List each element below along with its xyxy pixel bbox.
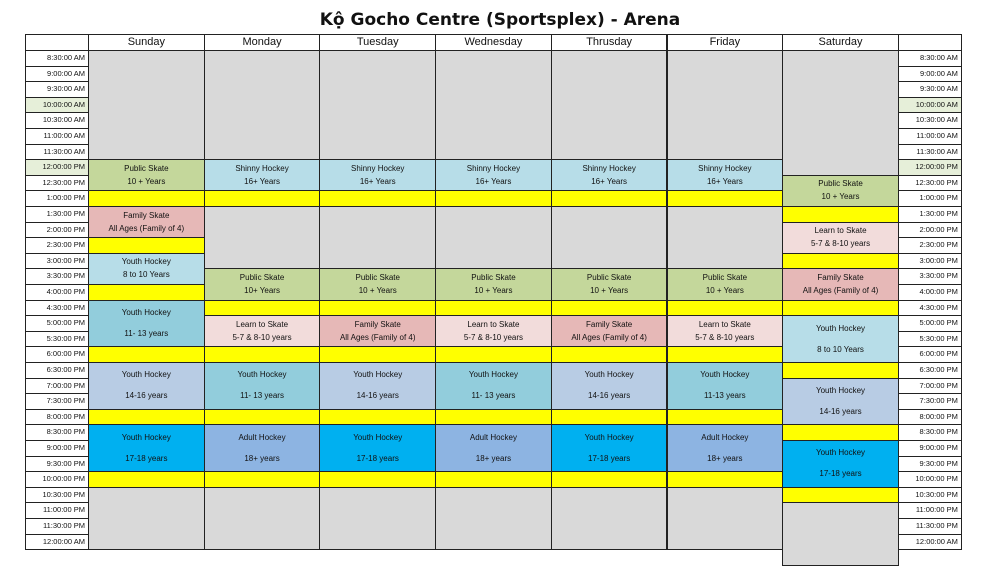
time-label-left: 11:00:00 PM <box>25 502 89 519</box>
event-name: Youth Hockey <box>815 386 866 396</box>
event-block <box>204 268 321 300</box>
resurface-break <box>88 284 205 301</box>
event-age-group: 17-18 years <box>819 469 862 479</box>
time-label-left: 4:00:00 PM <box>25 284 89 301</box>
event-block <box>551 424 668 472</box>
time-label-right: 8:30:00 AM <box>898 50 962 67</box>
time-label-right: 11:30:00 AM <box>898 144 962 161</box>
event-block <box>204 159 321 191</box>
event-age-group: 10 + Years <box>474 286 513 296</box>
time-label-left: 3:00:00 PM <box>25 253 89 270</box>
event-age-group: 18+ years <box>475 453 512 463</box>
event-block <box>782 315 899 363</box>
event-block <box>435 315 552 347</box>
event-age-group: 14-16 years <box>588 391 631 401</box>
event-name: Adult Hockey <box>238 432 286 442</box>
unscheduled-slot <box>319 487 436 550</box>
event-name: Learn to Skate <box>236 319 289 329</box>
unscheduled-slot <box>319 50 436 160</box>
unscheduled-slot <box>667 50 784 160</box>
resurface-break <box>551 346 668 363</box>
time-label-right: 4:00:00 PM <box>898 284 962 301</box>
event-name: Youth Hockey <box>700 370 750 380</box>
resurface-break <box>782 206 899 223</box>
unscheduled-slot <box>551 487 668 550</box>
event-block <box>435 362 552 410</box>
event-block <box>667 424 784 472</box>
event-age-group: 17-18 years <box>356 453 399 463</box>
event-name: Family Skate <box>354 319 401 329</box>
event-age-group: 11- 13 years <box>471 391 516 401</box>
time-label-right: 4:30:00 PM <box>898 300 962 317</box>
time-label-right: 8:00:00 PM <box>898 409 962 426</box>
unscheduled-slot <box>551 206 668 269</box>
event-age-group: 11-13 years <box>704 391 746 401</box>
time-label-right: 12:00:00 PM <box>898 159 962 176</box>
event-block <box>782 222 899 254</box>
time-label-right: 9:30:00 AM <box>898 81 962 98</box>
event-block <box>551 159 668 191</box>
event-name: Youth Hockey <box>353 370 403 380</box>
event-block <box>319 268 436 300</box>
event-name: Youth Hockey <box>121 308 171 318</box>
time-label-right: 6:00:00 PM <box>898 346 962 363</box>
unscheduled-slot <box>88 50 205 160</box>
event-name: Public Skate <box>586 272 632 282</box>
day-header-saturday: Saturday <box>782 34 899 51</box>
time-label-left: 6:00:00 PM <box>25 346 89 363</box>
event-age-group: 11- 13 years <box>240 391 284 401</box>
unscheduled-slot <box>435 487 552 550</box>
time-label-right: 12:30:00 PM <box>898 175 962 192</box>
event-name: Shinny Hockey <box>351 163 405 173</box>
resurface-break <box>88 409 205 426</box>
unscheduled-slot <box>204 206 321 269</box>
event-age-group: All Ages (Family of 4) <box>339 332 416 342</box>
event-name: Adult Hockey <box>701 432 749 442</box>
time-label-right: 1:00:00 PM <box>898 190 962 207</box>
resurface-break <box>551 409 668 426</box>
time-label-right: 5:30:00 PM <box>898 331 962 348</box>
day-header-monday: Monday <box>204 34 321 51</box>
event-block <box>667 315 784 347</box>
resurface-break <box>88 237 205 254</box>
resurface-break <box>667 409 784 426</box>
time-label-left: 7:00:00 PM <box>25 378 89 395</box>
event-age-group: 16+ Years <box>475 176 512 186</box>
event-block <box>204 362 321 410</box>
time-label-left: 10:00:00 AM <box>25 97 89 114</box>
event-block <box>782 378 899 426</box>
event-name: Youth Hockey <box>584 370 634 380</box>
time-label-right: 7:30:00 PM <box>898 393 962 410</box>
time-label-right: 9:00:00 PM <box>898 440 962 457</box>
resurface-break <box>782 487 899 504</box>
unscheduled-slot <box>88 487 205 550</box>
time-label-right: 3:30:00 PM <box>898 268 962 285</box>
time-label-left: 11:30:00 AM <box>25 144 89 161</box>
event-age-group: 14-16 years <box>125 391 168 401</box>
unscheduled-slot <box>551 50 668 160</box>
time-label-right: 10:00:00 AM <box>898 97 962 114</box>
event-age-group: All Ages (Family of 4) <box>571 332 647 342</box>
event-block <box>88 362 205 410</box>
resurface-break <box>551 190 668 207</box>
resurface-break <box>435 346 552 363</box>
event-name: Learn to Skate <box>814 226 867 236</box>
unscheduled-slot <box>667 206 784 269</box>
resurface-break <box>435 409 552 426</box>
time-label-left: 9:00:00 AM <box>25 66 89 83</box>
event-age-group: 5-7 & 8-10 years <box>810 239 871 249</box>
resurface-break <box>782 253 899 270</box>
unscheduled-slot <box>782 502 899 565</box>
resurface-break <box>782 424 899 441</box>
resurface-break <box>319 300 436 317</box>
event-name: Youth Hockey <box>468 370 518 380</box>
time-label-right: 9:30:00 PM <box>898 456 962 473</box>
time-label-left: 12:00:00 PM <box>25 159 89 176</box>
time-label-right: 3:00:00 PM <box>898 253 962 270</box>
day-header-tuesday: Tuesday <box>319 34 436 51</box>
event-block <box>551 362 668 410</box>
resurface-break <box>782 362 899 379</box>
unscheduled-slot <box>667 487 784 550</box>
time-label-left: 10:30:00 AM <box>25 112 89 129</box>
time-label-left: 8:30:00 PM <box>25 424 89 441</box>
time-label-right: 2:30:00 PM <box>898 237 962 254</box>
page-title: Kộ Gocho Centre (Sportsplex) - Arena <box>319 10 681 30</box>
unscheduled-slot <box>204 50 321 160</box>
event-block <box>88 159 205 191</box>
event-name: Youth Hockey <box>815 323 866 333</box>
event-block <box>667 159 784 191</box>
event-block <box>551 268 668 300</box>
resurface-break <box>319 346 436 363</box>
event-name: Learn to Skate <box>698 319 751 329</box>
event-age-group: All Ages (Family of 4) <box>802 286 879 296</box>
unscheduled-slot <box>782 50 899 176</box>
event-age-group: 10 + Years <box>590 286 629 296</box>
event-name: Family Skate <box>586 319 633 329</box>
resurface-break <box>319 409 436 426</box>
time-label-right: 5:00:00 PM <box>898 315 962 332</box>
event-block <box>204 424 321 472</box>
time-label-left: 6:30:00 PM <box>25 362 89 379</box>
time-label-left: 11:00:00 AM <box>25 128 89 145</box>
resurface-break <box>204 190 321 207</box>
event-name: Public Skate <box>471 272 516 282</box>
event-age-group: 16+ Years <box>706 176 743 186</box>
event-name: Youth Hockey <box>121 432 171 442</box>
event-block <box>319 159 436 191</box>
time-label-left: 8:30:00 AM <box>25 50 89 67</box>
event-age-group: 16+ Years <box>244 176 280 186</box>
time-label-left: 2:00:00 PM <box>25 222 89 239</box>
event-name: Adult Hockey <box>469 432 517 442</box>
event-age-group: 5-7 & 8-10 years <box>695 332 755 342</box>
event-age-group: 10 + Years <box>705 286 744 296</box>
event-age-group: 17-18 years <box>125 453 168 463</box>
resurface-break <box>204 300 321 317</box>
event-age-group: 10 + Years <box>821 192 860 202</box>
time-label-left: 5:30:00 PM <box>25 331 89 348</box>
event-name: Learn to Skate <box>467 319 520 329</box>
unscheduled-slot <box>204 487 321 550</box>
resurface-break <box>551 300 668 317</box>
header-corner-right <box>898 34 962 51</box>
event-block <box>88 206 205 238</box>
event-block <box>88 424 205 472</box>
header-corner-left <box>25 34 89 51</box>
unscheduled-slot <box>319 206 436 269</box>
event-block <box>782 175 899 207</box>
event-block <box>319 362 436 410</box>
event-name: Family Skate <box>123 210 170 220</box>
time-label-right: 8:30:00 PM <box>898 424 962 441</box>
event-name: Shinny Hockey <box>466 163 521 173</box>
resurface-break <box>204 471 321 488</box>
time-label-left: 9:00:00 PM <box>25 440 89 457</box>
time-label-left: 2:30:00 PM <box>25 237 89 254</box>
time-label-left: 8:00:00 PM <box>25 409 89 426</box>
day-header-thrusday: Thrusday <box>551 34 668 51</box>
time-label-left: 12:00:00 AM <box>25 534 89 551</box>
event-age-group: 5-7 & 8-10 years <box>463 332 523 342</box>
event-name: Public Skate <box>124 163 169 173</box>
event-name: Youth Hockey <box>353 432 403 442</box>
time-label-left: 9:30:00 PM <box>25 456 89 473</box>
unscheduled-slot <box>435 206 552 269</box>
resurface-break <box>667 471 784 488</box>
time-label-right: 7:00:00 PM <box>898 378 962 395</box>
event-name: Public Skate <box>355 272 400 282</box>
time-label-left: 5:00:00 PM <box>25 315 89 332</box>
time-label-right: 1:30:00 PM <box>898 206 962 223</box>
time-label-left: 7:30:00 PM <box>25 393 89 410</box>
event-block <box>319 424 436 472</box>
day-header-friday: Friday <box>667 34 784 51</box>
event-age-group: 5-7 & 8-10 years <box>232 332 292 342</box>
event-name: Youth Hockey <box>237 370 287 380</box>
event-block <box>88 300 205 348</box>
event-block <box>667 362 784 410</box>
resurface-break <box>667 300 784 317</box>
resurface-break <box>88 471 205 488</box>
resurface-break <box>319 190 436 207</box>
event-block <box>667 268 784 300</box>
time-label-left: 1:30:00 PM <box>25 206 89 223</box>
time-label-right: 10:00:00 PM <box>898 471 962 488</box>
resurface-break <box>667 346 784 363</box>
time-label-left: 12:30:00 PM <box>25 175 89 192</box>
event-block <box>782 440 899 488</box>
event-name: Youth Hockey <box>121 370 171 380</box>
event-name: Youth Hockey <box>815 448 866 458</box>
event-block <box>435 424 552 472</box>
event-name: Shinny Hockey <box>698 163 752 173</box>
event-block <box>204 315 321 347</box>
event-age-group: 8 to 10 Years <box>817 344 864 354</box>
unscheduled-slot <box>435 50 552 160</box>
time-label-right: 10:30:00 PM <box>898 487 962 504</box>
event-age-group: 10 + Years <box>127 176 166 186</box>
event-age-group: 11- 13 years <box>124 328 169 338</box>
resurface-break <box>88 190 205 207</box>
event-age-group: All Ages (Family of 4) <box>108 223 185 233</box>
resurface-break <box>551 471 668 488</box>
event-name: Shinny Hockey <box>582 163 636 173</box>
time-label-right: 12:00:00 AM <box>898 534 962 551</box>
time-label-left: 10:30:00 PM <box>25 487 89 504</box>
day-header-wednesday: Wednesday <box>435 34 552 51</box>
event-age-group: 14-16 years <box>356 391 399 401</box>
event-block <box>88 253 205 285</box>
event-name: Youth Hockey <box>584 432 634 442</box>
resurface-break <box>204 346 321 363</box>
time-label-right: 11:00:00 AM <box>898 128 962 145</box>
event-block <box>551 315 668 347</box>
day-header-sunday: Sunday <box>88 34 205 51</box>
time-label-left: 3:30:00 PM <box>25 268 89 285</box>
time-label-left: 10:00:00 PM <box>25 471 89 488</box>
resurface-break <box>435 300 552 317</box>
event-age-group: 16+ Years <box>591 176 628 186</box>
resurface-break <box>782 300 899 317</box>
resurface-break <box>204 409 321 426</box>
time-label-left: 1:00:00 PM <box>25 190 89 207</box>
event-age-group: 18+ years <box>244 453 280 463</box>
event-age-group: 14-16 years <box>819 406 862 416</box>
event-name: Shinny Hockey <box>235 163 289 173</box>
event-age-group: 18+ years <box>707 453 743 463</box>
event-age-group: 8 to 10 Years <box>122 270 170 280</box>
time-label-left: 9:30:00 AM <box>25 81 89 98</box>
event-name: Family Skate <box>817 272 864 282</box>
resurface-break <box>435 471 552 488</box>
event-block <box>435 268 552 300</box>
time-label-right: 6:30:00 PM <box>898 362 962 379</box>
event-name: Youth Hockey <box>121 257 171 267</box>
event-name: Public Skate <box>239 272 285 282</box>
event-age-group: 17-18 years <box>588 453 631 463</box>
time-label-right: 11:00:00 PM <box>898 502 962 519</box>
event-age-group: 16+ Years <box>359 176 396 186</box>
time-label-right: 10:30:00 AM <box>898 112 962 129</box>
time-label-left: 11:30:00 PM <box>25 518 89 535</box>
time-label-left: 4:30:00 PM <box>25 300 89 317</box>
event-block <box>435 159 552 191</box>
event-age-group: 10 + Years <box>358 286 397 296</box>
resurface-break <box>435 190 552 207</box>
time-label-right: 9:00:00 AM <box>898 66 962 83</box>
event-name: Public Skate <box>702 272 748 282</box>
resurface-break <box>88 346 205 363</box>
event-block <box>782 268 899 300</box>
resurface-break <box>667 190 784 207</box>
time-label-right: 11:30:00 PM <box>898 518 962 535</box>
event-age-group: 10+ Years <box>244 286 280 296</box>
event-name: Public Skate <box>818 179 863 189</box>
event-block <box>319 315 436 347</box>
time-label-right: 2:00:00 PM <box>898 222 962 239</box>
resurface-break <box>319 471 436 488</box>
